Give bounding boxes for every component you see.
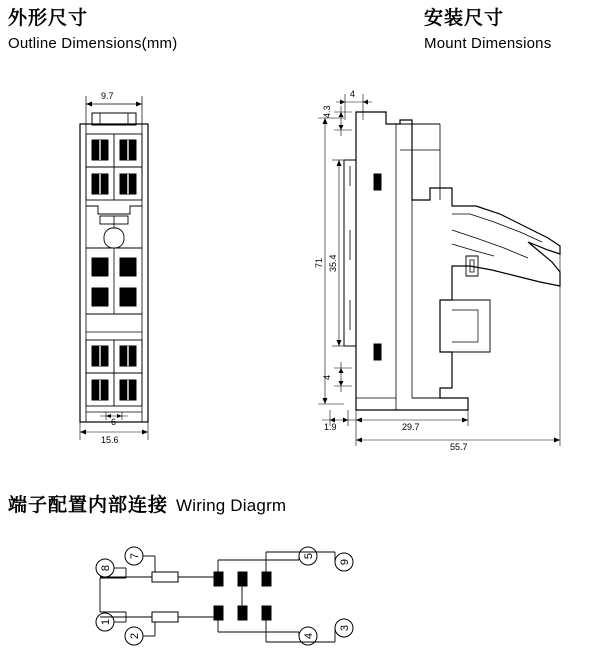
dim-mount-top-small: 4 xyxy=(350,89,356,99)
terminal-label-5: 5 xyxy=(303,552,315,560)
terminal-label-3: 3 xyxy=(339,624,351,632)
terminal-label-7: 7 xyxy=(129,552,141,560)
dim-mount-height-left: 71 xyxy=(314,257,324,268)
dim-bottom-total: 15.6 xyxy=(101,435,119,445)
header-mount-cn: 安装尺寸 xyxy=(424,8,505,29)
dim-mount-width-inner: 29.7 xyxy=(402,422,420,432)
terminal-label-4: 4 xyxy=(303,632,315,640)
dim-mount-top-left: 4.3 xyxy=(322,105,332,118)
wiring-title-en: Wiring Diagrm xyxy=(176,496,287,515)
dim-top-width: 9.7 xyxy=(101,91,114,101)
terminal-label-9: 9 xyxy=(339,558,351,566)
terminal-label-1: 1 xyxy=(100,618,112,626)
dim-mount-bottom-left: 4 xyxy=(322,374,332,380)
header-outline-en: Outline Dimensions(mm) xyxy=(8,35,178,52)
dim-mount-bottom-offset: 1.9 xyxy=(324,422,337,432)
header-mount-en: Mount Dimensions xyxy=(424,35,552,52)
dim-mount-height-inner: 35.4 xyxy=(328,254,338,272)
wiring-title-cn: 端子配置内部连接 xyxy=(8,495,169,516)
terminal-label-2: 2 xyxy=(129,632,141,640)
terminal-label-8: 8 xyxy=(100,564,112,572)
dim-bottom-inner: 6 xyxy=(111,417,117,427)
dim-mount-width-total: 55.7 xyxy=(450,442,468,452)
header-outline-cn: 外形尺寸 xyxy=(8,8,89,29)
